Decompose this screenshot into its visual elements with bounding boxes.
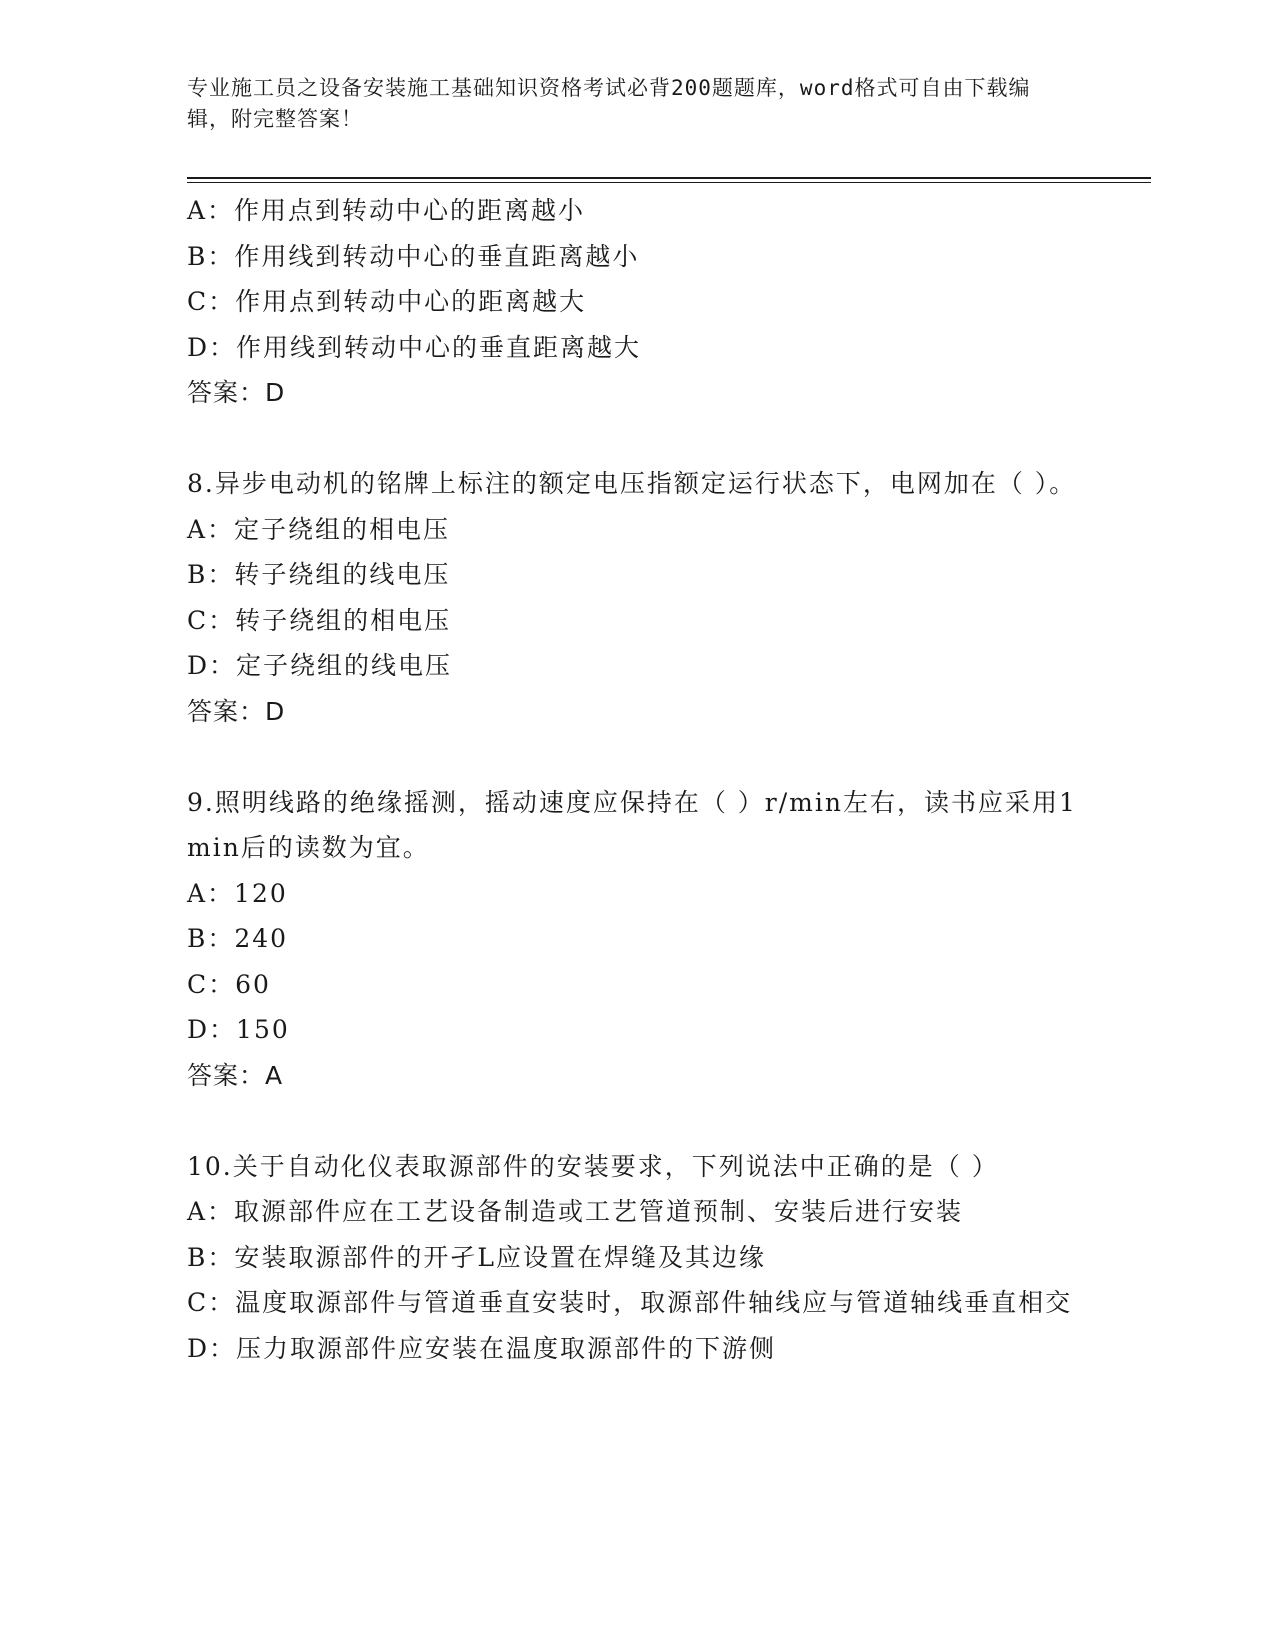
option-a: A：定子绕组的相电压 [187,514,451,544]
answer-line: 答案：D [187,696,286,726]
option-b: B：作用线到转动中心的垂直距离越小 [187,241,640,271]
option-a: A：120 [187,878,288,908]
document-header: 专业施工员之设备安装施工基础知识资格考试必背200题题库，word格式可自由下载编辑，附完整答案！ [187,76,1031,131]
question-text: 9.照明线路的绝缘摇测，摇动速度应保持在（ ）r/min左右，读书应采用1min后的读数为宜。 [187,787,1077,862]
option-c: C：温度取源部件与管道垂直安装时，取源部件轴线应与管道轴线垂直相交 [187,1288,1073,1317]
question-list [187,188,1087,1371]
block-spacer [187,734,1087,780]
question-text: 10.关于自动化仪表取源部件的安装要求，下列说法中正确的是（ ） [187,1151,999,1181]
option-c: C：60 [187,969,271,999]
option-d: D：压力取源部件应安装在温度取源部件的下游侧 [187,1333,777,1363]
header-divider-thin [187,182,1151,183]
block-spacer [187,416,1087,462]
option-b: B：转子绕组的线电压 [187,560,451,589]
option-b: B：安装取源部件的开孑L应设置在焊缝及其边缘 [187,1242,766,1272]
option-d: D：150 [187,1015,290,1044]
option-d: D：定子绕组的线电压 [187,651,453,680]
header-divider-thick [187,177,1151,179]
option-b: B：240 [187,924,289,953]
option-c: C：作用点到转动中心的距离越大 [187,287,587,316]
question-block-10 [187,1144,1087,1372]
question-text: 8.异步电动机的铭牌上标注的额定电压指额定运行状态下，电网加在（ ）。 [187,469,1077,498]
question-block-9 [187,780,1087,1099]
option-c: C：转子绕组的相电压 [187,605,452,635]
question-block-8 [187,461,1087,734]
option-d: D：作用线到转动中心的垂直距离越大 [187,332,642,362]
answer-line: 答案：D [187,378,286,407]
block-spacer [187,1098,1087,1144]
option-a: A：取源部件应在工艺设备制造或工艺管道预制、安装后进行安装 [187,1197,964,1226]
option-a: A：作用点到转动中心的距离越小 [187,196,586,225]
question-block-7 [187,188,1087,416]
answer-line: 答案：A [187,1060,284,1090]
